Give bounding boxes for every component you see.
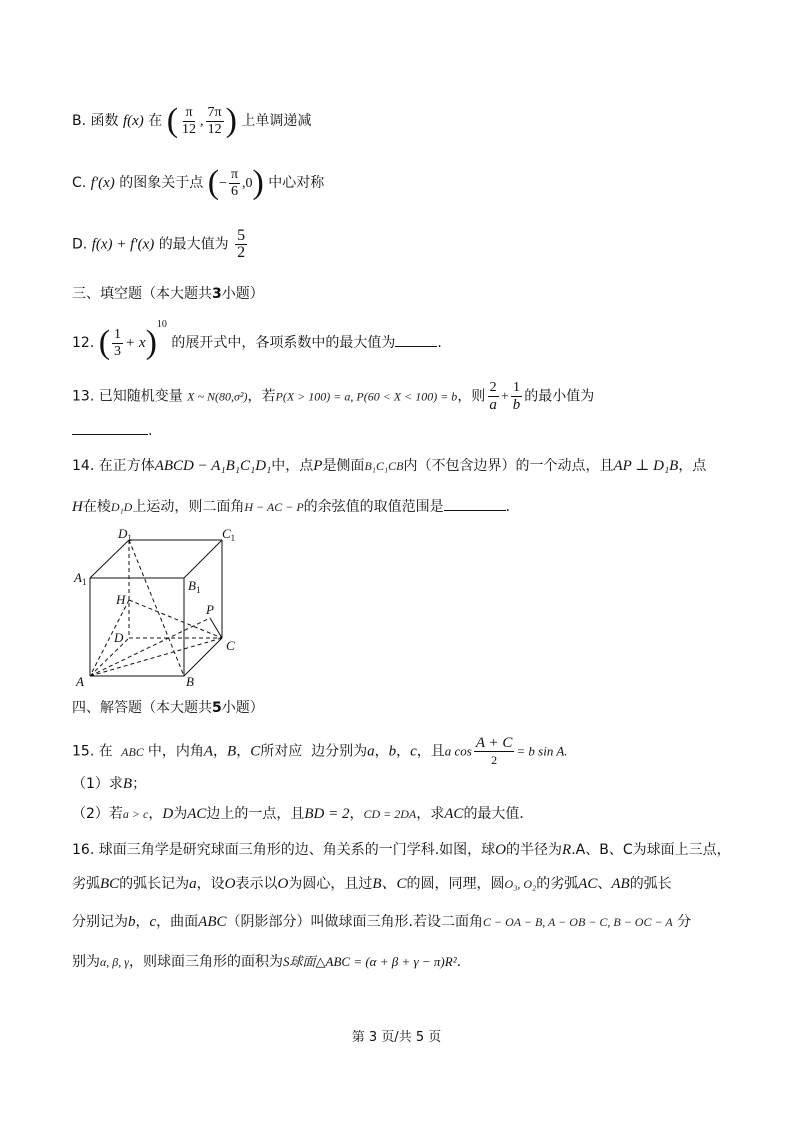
- answer-blank: [72, 420, 148, 435]
- label-a1: $A_1$: [74, 570, 87, 587]
- paren-left: (: [207, 164, 220, 201]
- fraction: $\frac{A + C}{2}$: [475, 735, 513, 767]
- edge: [210, 618, 222, 638]
- option-text: 上单调递减: [241, 113, 312, 129]
- option-label: C.: [72, 175, 87, 191]
- option-text: 的图象关于点: [119, 175, 204, 191]
- question-14-line2: H在棱D₁D上运动，则二面角H − AC − P的余弦值的取值范围是 .: [72, 496, 510, 517]
- label-b1: $B_1$: [188, 578, 201, 595]
- question-14: 14. 在正方体ABCD − A₁B₁C₁D₁中，点P是侧面B₁C₁CB内（不包含边界）的一个动点，且AP ⊥ D₁B，点: [72, 458, 707, 474]
- section-heading: 四、解答题（本大题共5小题）: [72, 700, 264, 716]
- math-func: f(x): [122, 113, 144, 129]
- question-13: 13. 已知随机变量 X ~ N(80,σ²)，若P(X > 100) = a, P(60 < X < 100) = b，则 $\frac{2}{a}$ + $\frac{1}{b}$ 的最小值为: [72, 380, 595, 413]
- option-label: D.: [72, 236, 88, 253]
- question-15-part1: （1）求B；: [72, 776, 147, 792]
- label-a: A: [76, 674, 84, 688]
- option-label: B.: [72, 113, 87, 129]
- label-d1: $D_1$: [118, 528, 132, 543]
- option-d: [72, 228, 249, 261]
- math-expression: H − AC − P: [244, 500, 304, 514]
- exponent: 10: [156, 319, 167, 331]
- question-15-part2: （2）若a > c，D为AC边上的一点，且BD = 2，CD = 2DA，求AC的最大值．: [72, 806, 534, 822]
- page-footer: 第 3 页/共 5 页: [351, 1030, 442, 1045]
- paren-right: ): [225, 102, 237, 139]
- answer-blank: [395, 332, 437, 347]
- label-p: P: [206, 602, 214, 617]
- question-number: 16.: [72, 842, 95, 858]
- question-16-line3: 分别记为b，c，曲面ABC（阴影部分）叫做球面三角形.若设二面角C − OA − B, A − OB − C, B − OC − A 分: [72, 914, 692, 930]
- fraction: $\frac{2}{a}$: [489, 380, 497, 413]
- math-formula: S球面△ABC = (α + β + γ − π)R²: [283, 954, 457, 969]
- option-b: B. 函数 f(x) 在 ( $\frac{\pi}{12}$ , $\frac{7\pi}{12}$ ) 上单调递减: [72, 102, 312, 139]
- question-number: 13.: [72, 388, 95, 405]
- question-13-blank: .: [72, 420, 152, 441]
- hidden-edge: [129, 540, 184, 676]
- label-h: H: [116, 592, 126, 607]
- question-number: 14.: [72, 458, 95, 474]
- math-expression: a cos: [444, 743, 472, 759]
- fraction: $\frac{\pi}{12}$: [182, 104, 197, 137]
- fraction: $\frac{5}{2}$: [237, 227, 246, 261]
- option-text: 的最大值为: [158, 236, 229, 253]
- edge: [90, 540, 129, 578]
- fraction: $\frac{7\pi}{12}$: [207, 104, 222, 137]
- cube-figure: [72, 528, 242, 688]
- question-15: 15. 在 ABC 中，内角A，B，C所对应 边分别为a，b，c，且a cos $\frac{A + C}{2}$ = b sin A.: [72, 735, 568, 767]
- math-expression: ABCD − A₁B₁C₁D₁: [154, 458, 272, 474]
- math-func: f′(x): [90, 175, 115, 191]
- question-16: 16. 球面三角学是研究球面三角形的边、角关系的一门学科.如图，球O的半径为R.A、B、C为球面上三点，: [72, 842, 731, 858]
- fraction: $\frac{1}{3}$: [114, 326, 122, 359]
- option-c: C. f′(x) 的图象关于点 (− $\frac{\pi}{6}$ ,0) 中心对称: [72, 164, 325, 201]
- paren-left: (: [166, 102, 179, 139]
- option-text: 中心对称: [268, 175, 325, 191]
- section-heading: 三、填空题（本大题共3小题）: [72, 286, 264, 302]
- label-c1: $C_1$: [222, 528, 236, 543]
- edge: [184, 638, 222, 676]
- question-16-line4: 别为α, β, γ，则球面三角形的面积为S球面△ABC = (α + β + γ − π)R².: [72, 954, 462, 970]
- label-d: D: [114, 630, 124, 645]
- option-text: 在: [148, 113, 163, 129]
- fraction: $\frac{1}{b}$: [512, 380, 521, 413]
- label-b: B: [186, 674, 194, 688]
- question-12: 12. ( $\frac{1}{3}$ + x)$^{10}$ 的展开式中，各项系数中的最大值为 .: [72, 319, 442, 361]
- question-16-line2: 劣弧BC的弧长记为a，设O表示以O为圆心，且过B、C的圆，同理，圆O₃, O₂的劣弧AC、AB的弧长: [72, 876, 672, 892]
- math-func: f(x) + f′(x): [91, 236, 155, 253]
- label-c: C: [226, 638, 235, 653]
- answer-blank: [444, 496, 506, 511]
- math-expression: P(X > 100) = a, P(60 < X < 100) = b: [275, 389, 458, 404]
- math-expression: X ~ N(80,σ²): [187, 389, 248, 404]
- question-number: 12.: [72, 335, 95, 351]
- option-text: 函数: [90, 113, 119, 129]
- paren-right: ): [252, 164, 264, 201]
- fraction: $\frac{\pi}{6}$: [230, 166, 239, 199]
- edge: [184, 540, 222, 578]
- question-number: 15.: [72, 743, 95, 760]
- math-expression: AP ⊥ D₁B: [613, 458, 679, 474]
